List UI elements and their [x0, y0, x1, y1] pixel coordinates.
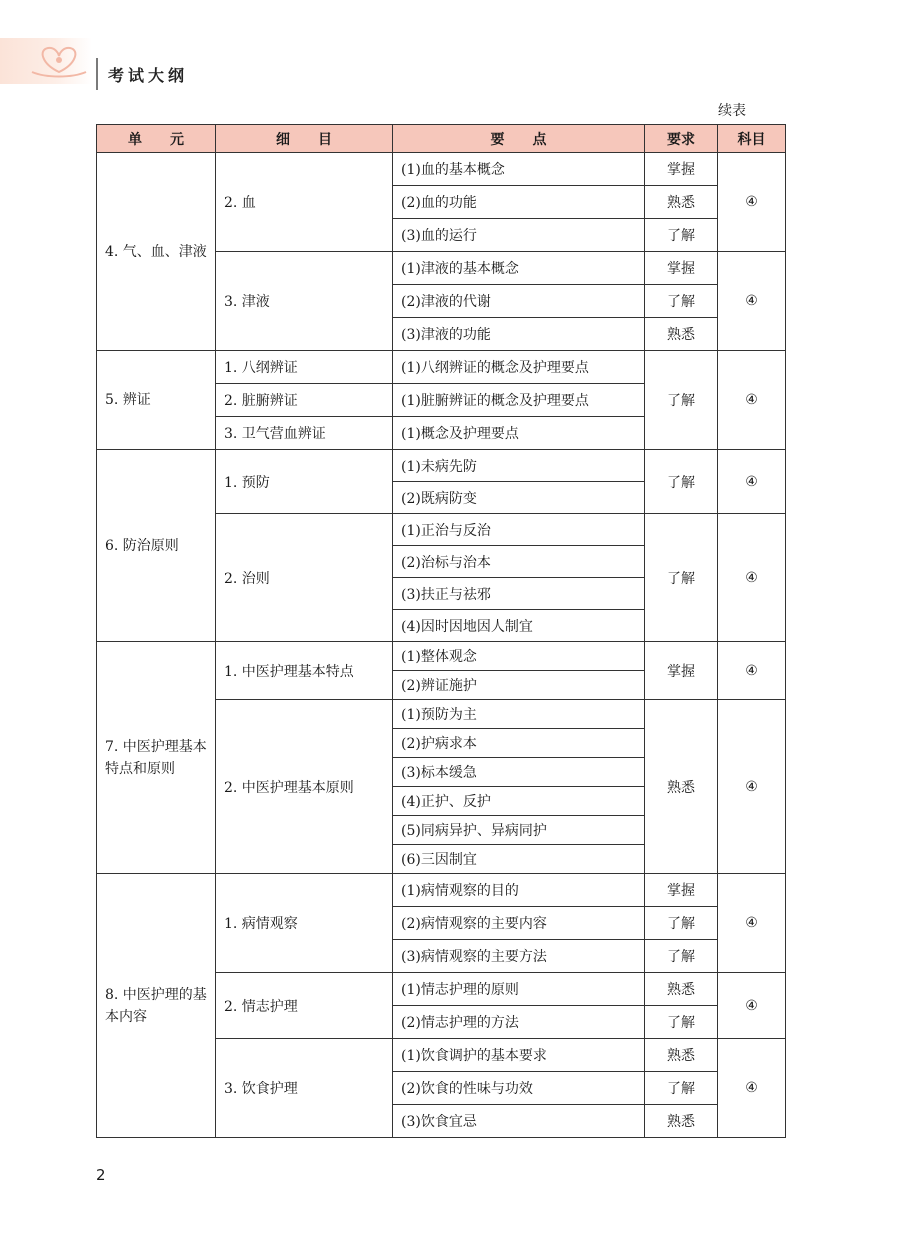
header-row — [97, 125, 786, 153]
subject-cell: ④ — [718, 700, 786, 874]
table-row — [97, 351, 786, 384]
item-cell: 2. 脏腑辨证 — [216, 384, 393, 417]
point-cell: (3)饮食宜忌 — [393, 1105, 645, 1138]
point-cell: (2)饮食的性味与功效 — [393, 1072, 645, 1105]
item-cell: 2. 中医护理基本原则 — [216, 700, 393, 874]
subject-cell: ④ — [718, 153, 786, 252]
point-cell: (1)整体观念 — [393, 642, 645, 671]
table-row — [97, 874, 786, 907]
table-row — [97, 642, 786, 671]
point-cell: (1)情志护理的原则 — [393, 973, 645, 1006]
requirement-cell: 掌握 — [645, 642, 718, 700]
point-cell: (2)病情观察的主要内容 — [393, 907, 645, 940]
subject-cell: ④ — [718, 252, 786, 351]
item-cell: 3. 饮食护理 — [216, 1039, 393, 1138]
table-row — [97, 153, 786, 186]
requirement-cell: 了解 — [645, 285, 718, 318]
point-cell: (1)预防为主 — [393, 700, 645, 729]
point-cell: (2)辨证施护 — [393, 671, 645, 700]
item-cell: 3. 津液 — [216, 252, 393, 351]
unit-cell: 4. 气、血、津液 — [97, 153, 216, 351]
point-cell: (1)病情观察的目的 — [393, 874, 645, 907]
subject-cell: ④ — [718, 351, 786, 450]
page-number: 2 — [96, 1166, 106, 1184]
requirement-cell: 了解 — [645, 351, 718, 450]
point-cell: (3)津液的功能 — [393, 318, 645, 351]
requirement-cell: 掌握 — [645, 153, 718, 186]
requirement-cell: 熟悉 — [645, 186, 718, 219]
requirement-cell: 熟悉 — [645, 318, 718, 351]
item-cell: 1. 病情观察 — [216, 874, 393, 973]
requirement-cell: 了解 — [645, 1072, 718, 1105]
item-cell: 2. 血 — [216, 153, 393, 252]
item-cell: 2. 治则 — [216, 514, 393, 642]
point-cell: (3)标本缓急 — [393, 758, 645, 787]
requirement-cell: 了解 — [645, 907, 718, 940]
point-cell: (1)饮食调护的基本要求 — [393, 1039, 645, 1072]
unit-cell: 5. 辨证 — [97, 351, 216, 450]
unit-cell: 6. 防治原则 — [97, 450, 216, 642]
point-cell: (1)未病先防 — [393, 450, 645, 482]
unit-cell: 8. 中医护理的基本内容 — [97, 874, 216, 1138]
item-cell: 1. 预防 — [216, 450, 393, 514]
point-cell: (4)正护、反护 — [393, 787, 645, 816]
col-header-requirement: 要求 — [645, 125, 718, 153]
col-header-unit: 单 元 — [97, 125, 216, 153]
item-cell: 1. 八纲辨证 — [216, 351, 393, 384]
item-cell: 2. 情志护理 — [216, 973, 393, 1039]
point-cell: (2)津液的代谢 — [393, 285, 645, 318]
requirement-cell: 了解 — [645, 219, 718, 252]
point-cell: (4)因时因地因人制宜 — [393, 610, 645, 642]
point-cell: (2)治标与治本 — [393, 546, 645, 578]
point-cell: (1)八纲辨证的概念及护理要点 — [393, 351, 645, 384]
requirement-cell: 了解 — [645, 940, 718, 973]
requirement-cell: 熟悉 — [645, 1039, 718, 1072]
point-cell: (1)血的基本概念 — [393, 153, 645, 186]
point-cell: (1)正治与反治 — [393, 514, 645, 546]
point-cell: (3)病情观察的主要方法 — [393, 940, 645, 973]
point-cell: (6)三因制宜 — [393, 845, 645, 874]
item-cell: 3. 卫气营血辨证 — [216, 417, 393, 450]
point-cell: (3)血的运行 — [393, 219, 645, 252]
header-title: 考试大纲 — [108, 66, 189, 85]
point-cell: (2)护病求本 — [393, 729, 645, 758]
point-cell: (5)同病异护、异病同护 — [393, 816, 645, 845]
requirement-cell: 熟悉 — [645, 700, 718, 874]
subject-cell: ④ — [718, 1039, 786, 1138]
requirement-cell: 掌握 — [645, 252, 718, 285]
unit-cell: 7. 中医护理基本特点和原则 — [97, 642, 216, 874]
col-header-point: 要 点 — [393, 125, 645, 153]
requirement-cell: 掌握 — [645, 874, 718, 907]
subject-cell: ④ — [718, 973, 786, 1039]
subject-cell: ④ — [718, 514, 786, 642]
subject-cell: ④ — [718, 450, 786, 514]
point-cell: (1)概念及护理要点 — [393, 417, 645, 450]
requirement-cell: 了解 — [645, 514, 718, 642]
requirement-cell: 熟悉 — [645, 973, 718, 1006]
syllabus-table — [96, 124, 786, 1138]
col-header-subject: 科目 — [718, 125, 786, 153]
point-cell: (1)津液的基本概念 — [393, 252, 645, 285]
point-cell: (3)扶正与祛邪 — [393, 578, 645, 610]
table-row — [97, 450, 786, 482]
header-divider — [96, 58, 98, 90]
requirement-cell: 了解 — [645, 450, 718, 514]
item-cell: 1. 中医护理基本特点 — [216, 642, 393, 700]
logo-icon — [28, 42, 90, 80]
subject-cell: ④ — [718, 642, 786, 700]
col-header-item: 细 目 — [216, 125, 393, 153]
requirement-cell: 了解 — [645, 1006, 718, 1039]
subject-cell: ④ — [718, 874, 786, 973]
point-cell: (2)既病防变 — [393, 482, 645, 514]
requirement-cell: 熟悉 — [645, 1105, 718, 1138]
point-cell: (1)脏腑辨证的概念及护理要点 — [393, 384, 645, 417]
point-cell: (2)血的功能 — [393, 186, 645, 219]
point-cell: (2)情志护理的方法 — [393, 1006, 645, 1039]
continued-label: 续表 — [718, 103, 746, 119]
